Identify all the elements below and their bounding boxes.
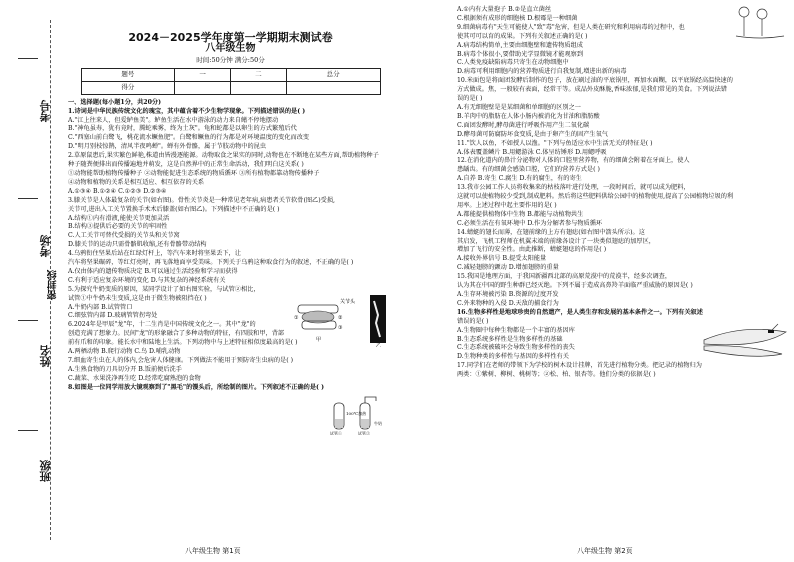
- score-cell: [230, 81, 286, 94]
- score-cell: 题号: [81, 68, 175, 81]
- question-line: A.病毒结构简单,主要由细胞壁和遗传物质组成: [457, 41, 583, 49]
- question-line: 16.生物多样性是地球珍贵的自然遗产，是人类生存和发展的基本条件之一。下列有关叙述: [457, 308, 703, 316]
- question-line: 误的是( ): [457, 95, 483, 103]
- question-line: A.牛奶内部 B.试管管口: [68, 303, 133, 311]
- question-line: D."明月别枝惊鹊，清风半夜鸣蝉"。蝉有外骨骼，属于节肢动物中的昆虫: [68, 143, 267, 151]
- question-line: 两类：①紫树、柳树、桃树等；②松、柏、银杏等。他们分类的依据是( ): [457, 371, 656, 379]
- question-line: A.①内有大量孢子 B.②是直立菌丝: [457, 6, 552, 13]
- page-right: [397, 0, 794, 562]
- question-line: C.根据须有成形的细胞核 D.根霉是一种细菌: [457, 14, 578, 22]
- fig-label: 100℃加热: [346, 411, 367, 416]
- question-line: D.膝关节的运动只需骨骼肌收缩,还有骨骼带动结构: [68, 241, 207, 249]
- question-line: A.生存环境被污染 B.资源的过度开发: [457, 291, 559, 298]
- question-line: A.①③④ B.①②④ C.①②③ D.②③④: [68, 187, 167, 195]
- name-rule: [18, 320, 38, 321]
- page-footer-right: 八年级生物 第2页: [577, 547, 633, 555]
- fig-label: 乙: [376, 343, 382, 347]
- question-line: 2.草原鼠患后,果实繁色鲜艳,株道由皆漫逐能源。动物取食之果实的同时,动物也在不断地在某些方面,帮助植物种子: [68, 152, 379, 160]
- exam-room-rule: [18, 198, 38, 199]
- question-line: A.两栖动物 B.爬行动物 C.鸟 D.哺乳动物: [68, 348, 181, 356]
- binding-margin: [0, 0, 62, 562]
- left-question-list: [68, 99, 393, 393]
- question-line: 前有爪和的印象。能长水中和陆地上生活。下列动物中与上述特征相似度最高的是( ): [68, 339, 298, 347]
- seal-line-label: 密封线: [48, 270, 59, 300]
- exam-no-label: 考号: [39, 100, 52, 122]
- question-line: A.体表覆盖鳞片 B.用鳃游泳 C.体呈纺锤形 D.用鳃呼吸: [457, 148, 607, 156]
- question-line: A.生物圈中每种生物都是一个丰富的基因库: [457, 326, 575, 334]
- score-cell: 一: [175, 68, 231, 81]
- question-line: D.酵母菌可防腐防坏食变质,是由于卵产生的固产生氧气: [457, 130, 608, 138]
- question-line: B.结构③提供后必要的关节的牢固性: [68, 223, 168, 231]
- score-cell: 二: [230, 68, 286, 81]
- question-line: 使其可可以育的成果。下列有关叙述正确的是( ): [457, 32, 588, 40]
- question-line: C.外来物种的入侵 D.天敌的捕食行为: [457, 299, 559, 307]
- page-footer-left: 八年级生物 第1页: [185, 547, 241, 555]
- name-label: 姓名: [39, 345, 52, 367]
- question-line: 6.2024年是甲辰"龙"年，十二生肖是中国传统文化之一。其中"龙"的: [68, 321, 256, 329]
- question-line: 方式做成。焦，一般较有表面，经常干等。成品外皮酥脆,香味浓郁,是我们常见的美食。下列说法错: [457, 86, 727, 94]
- score-cell: [286, 81, 380, 94]
- question-line: C.有利于适应复杂环境的变化 D.与其复杂的神经系统有关: [68, 276, 226, 284]
- question-line: 4.乌鸦衔住坚果后站在红绿灯杆上，等汽车来时将坚果丢下，让: [68, 250, 241, 258]
- question-line: 7.细血寄生虫在人的体内,会危害人体健康。下列做法不能用于预防寄生虫病的是( ): [68, 357, 294, 364]
- question-line: 10.米面包是将面团发酵后制作的包子，放在刷过油的平底锅里，再加水面糊，以平底锅经高温快速的: [457, 77, 733, 85]
- question-line: A.生熟食物的刀具切分开 B.饭前便后洗手: [68, 365, 182, 373]
- question-line: 13.我市公园工作人员将收集来的枯枝落叶进行处理，一段时间后，就可以成为肥料，: [457, 184, 690, 192]
- fig-label: 试管①: [330, 431, 342, 435]
- dragonfly-wing-figure: [702, 322, 788, 362]
- question-line: 关节可,进出入工关节置换手术术后膝盖(如右图乙)。下列描述中不正确的是( ): [68, 205, 280, 213]
- score-cell: 总分: [286, 68, 380, 81]
- exam-no-rule: [18, 58, 38, 59]
- question-line: C."西塞山前白鹭飞，桃花流水鳜鱼肥"。白鹭和鳜鱼的行为都是对环境温度的变化而改变: [68, 134, 310, 142]
- question-line: B."神龟虽寿，犹有竟时，腾蛇乘雾，终为土灰"。龟和蛇都是以卵生的方式繁殖后代: [68, 125, 297, 133]
- question-line: 试管①中牛奶未生变质,这是由于微生物被阻挡在( ): [68, 294, 207, 302]
- question-line: 14.蜻蜓的翅长而薄，在翅前缘的上方有翅痣(如右图中箭头所示)。这: [457, 228, 645, 236]
- fig-label: ②: [338, 315, 343, 321]
- question-line: B.羊肉中的脂肪在人体小肠内被消化为甘油和脂肪酸: [457, 112, 600, 120]
- question-line: ④动物和植物的关系是相互适应、相互依存的关系: [68, 178, 205, 186]
- question-line: 这就可以使植物较少受到,制成肥料。然后将这些肥料供给公园中的植物使用,提高了公园植物垃圾的利: [457, 193, 734, 201]
- question-line: C.蔬菜、水果洗净再生吃 D.经常吃腐熟泡的食物: [68, 374, 201, 382]
- question-line: ①动物能帮助植物传播种子 ②动物能促进生态系统的物质循环 ③所有植物都靠动物传播种子: [68, 169, 320, 177]
- question-line: B.生态系统多样性是生物多样性的基础: [457, 335, 563, 343]
- question-line: C.减轻翅膀的颤动 D.增加翅膀的重量: [457, 264, 559, 272]
- question-line: A.都能提供植物体中生物 B.都能与动植物共生: [457, 210, 584, 218]
- question-line: A.接收外界信号 B.提受太阳能量: [457, 255, 547, 263]
- seal-dashed-line: [50, 20, 51, 540]
- exam-title: 2024－2025学年度第一学期期末测试卷: [128, 31, 333, 44]
- question-line: 用率。上述过程中起主要作用的是( ): [457, 201, 557, 209]
- question-line: D.病毒可利用细胞内的营养物质进行自我复制,增进出新的病毒: [457, 68, 627, 76]
- fig-label: 试管②: [358, 431, 370, 435]
- question-line: 3.膝关节是人体最复杂的关节(如右图)。骨性关节炎是一种常见老年病,病患者关节软骨(图乙)受损,: [68, 196, 335, 204]
- fig-label: ③: [338, 325, 343, 331]
- fig-label: 甲: [316, 337, 322, 343]
- score-cell: 得分: [81, 81, 175, 94]
- question-line: 患龋齿。有的细菌会感染口腔，它们的营养方式是( ): [457, 166, 600, 174]
- knee-figure: [292, 291, 392, 347]
- question-line: 认为其在中国的野生种群已经灭绝。下列不属于造成高鼻羚羊面临严重威胁的原因是( ): [457, 282, 693, 290]
- test-tube-figure: [330, 395, 390, 435]
- question-line: 种子随粪便排出而传播遍地并萌发，这是自然界中的正常生命活动，我们明白这关系( ): [68, 161, 304, 169]
- question-line: A.结构①内有滑液,能使关节更加灵活: [68, 214, 170, 222]
- score-table-row: [81, 81, 380, 94]
- question-line: C.细弦管内部 D.玻璃管管拐弯处: [68, 312, 158, 320]
- question-line: 8.如图是一位同学用放大镜观察到了"黑毛"的馒头后，所绘制的图片。下列叙述不正确的是( ): [68, 383, 325, 391]
- class-label: 班级: [39, 460, 52, 482]
- score-table-header: [81, 68, 380, 81]
- question-line: 17.同学们在老师的带领下为学校的树木设计挂牌，首先进行植物分类。把记录的植物归为: [457, 362, 702, 370]
- question-line: A.自养 B.寄生 C.腐生 D.有的腐生，有的寄生: [457, 175, 582, 183]
- question-line: C.生态系统被破坏会导致生物多样性的丧失: [457, 344, 575, 352]
- question-line: 9.细菌病毒有"天生可能使人"致"毒"危害，但是人类在研究和利用病毒的过程中，也: [457, 23, 685, 31]
- question-line: 一、选择题(每小题1分，共20分): [68, 98, 162, 106]
- question-line: B.病毒个体很小,要借助光学显微镜才能观察到: [457, 50, 584, 58]
- class-rule: [18, 430, 38, 431]
- question-line: 5.为探究牛奶变质的原因，某同学设计了如右图实验，与试管②相比，: [68, 285, 260, 293]
- question-line: 12.在消化道内的鼻汁分泌物对人体的口腔里营养物，有的细菌会附着在牙面上，使人: [457, 157, 690, 165]
- question-line: C.人工关节可替代受损的关节头和关节窝: [68, 232, 180, 240]
- question-line: C.人类免疫缺陷病毒只寄生在动物细胞中: [457, 59, 569, 67]
- fig-label: 牛奶: [374, 421, 382, 426]
- question-line: A.有无细胞壁是是某细菌和单细胞的区别之一: [457, 103, 581, 111]
- question-line: A.仅由体内的遗传物质决定 B.可以通过生活经验和学习而获得: [68, 267, 238, 275]
- fig-label: 关节头: [340, 299, 356, 305]
- question-line: 其启发，飞机工程师在机翼末端的前缘各设计了一块类似翅痣的加厚区，: [457, 237, 655, 245]
- question-line: C.必须生活在有氧环境中 D.作为分解者参与物质循环: [457, 219, 603, 227]
- score-table: [81, 68, 381, 95]
- exam-room-label: 考场: [39, 235, 52, 257]
- question-line: D.生物种类的多样性与基因的多样性有关: [457, 353, 569, 361]
- mold-figure: [732, 4, 787, 40]
- fig-label: ①: [294, 315, 299, 321]
- exam-meta: 时间:50分钟 满分:50分: [196, 55, 265, 64]
- question-line: A."江上往来人，但爱鲈鱼美"。鲈鱼生活在水中游泳的动力来自鳍不停地摆动: [68, 116, 279, 124]
- question-line: 1.诗词是中华民族传统文化的瑰宝，其中蕴含着不少生物学现象。下列描述错误的是( ): [68, 107, 306, 115]
- question-line: C.面团发酵时,酵母菌进行呼吸作用产生二氧化碳: [457, 121, 590, 129]
- exam-subject: 八年级生物: [205, 42, 256, 54]
- question-line: 创造充满了想象力。民间"龙"的形象融合了多种动物的特征，有四肢和甲，背部: [68, 330, 285, 338]
- score-cell: [175, 81, 231, 94]
- question-line: 错误的是( ): [457, 317, 489, 325]
- question-line: 11."饮人以鱼，不如授人以渔。"下列与鱼适应水中生活无关的特征是( ): [457, 139, 653, 147]
- question-line: 15.我国是地理方面，于我国新疆西北部的高原荒漠中的荒漠半，经多次调查，: [457, 273, 672, 281]
- question-line: 汽车将坚果碾碎，等红灯亮时，再飞落地面享受美味。下列关于乌鸦这种取食行为的叙述，不正确的是( ): [68, 259, 354, 267]
- question-line: 增加了飞行的安全性。由此推断，蜻蜓翅痣的作用是( ): [457, 246, 607, 254]
